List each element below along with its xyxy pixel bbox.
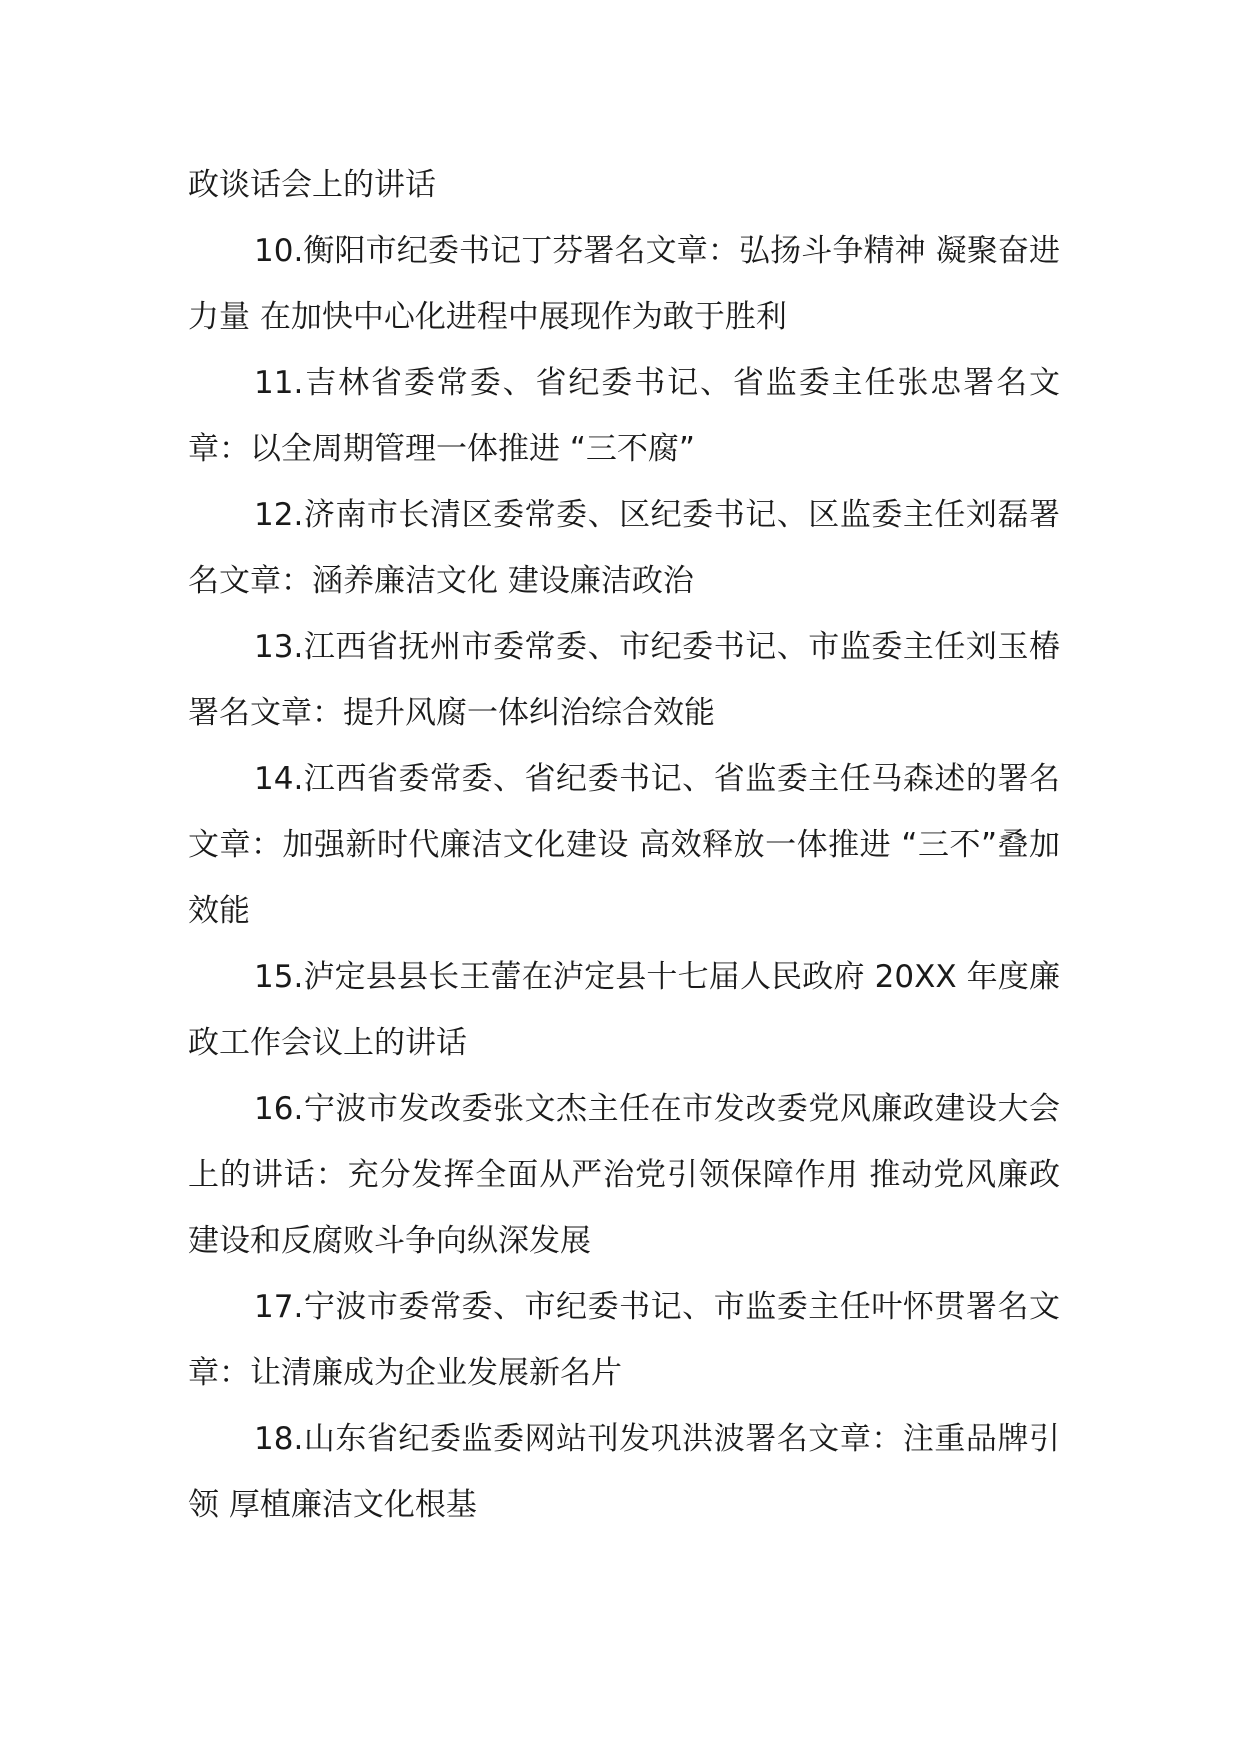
list-item-10: 10.衡阳市纪委书记丁芬署名文章：弘扬斗争精神 凝聚奋进力量 在加快中心化进程中展现作为敢于胜利 bbox=[188, 233, 1060, 335]
list-item-18: 18.山东省纪委监委网站刊发巩洪波署名文章：注重品牌引领 厚植廉洁文化根基 bbox=[188, 1421, 1060, 1523]
list-item-15: 15.泸定县县长王蕾在泸定县十七届人民政府 20XX 年度廉政工作会议上的讲话 bbox=[188, 959, 1060, 1061]
list-item-12: 12.济南市长清区委常委、区纪委书记、区监委主任刘磊署名文章：涵养廉洁文化 建设廉洁政治 bbox=[188, 497, 1060, 599]
list-item-16: 16.宁波市发改委张文杰主任在市发改委党风廉政建设大会上的讲话：充分发挥全面从严治党引领保障作用 推动党风廉政建设和反腐败斗争向纵深发展 bbox=[188, 1091, 1060, 1259]
list-item-11: 11.吉林省委常委、省纪委书记、省监委主任张忠署名文章：以全周期管理一体推进 “三不腐” bbox=[188, 365, 1060, 467]
list-item-13: 13.江西省抚州市委常委、市纪委书记、市监委主任刘玉椿署名文章：提升风腐一体纠治综合效能 bbox=[188, 629, 1060, 731]
document-page bbox=[188, 152, 1060, 1538]
list-item-17: 17.宁波市委常委、市纪委书记、市监委主任叶怀贯署名文章：让清廉成为企业发展新名片 bbox=[188, 1289, 1060, 1391]
list-item-14: 14.江西省委常委、省纪委书记、省监委主任马森述的署名文章：加强新时代廉洁文化建设 高效释放一体推进 “三不”叠加效能 bbox=[188, 761, 1060, 929]
paragraph-continuation: 政谈话会上的讲话 bbox=[188, 167, 436, 203]
